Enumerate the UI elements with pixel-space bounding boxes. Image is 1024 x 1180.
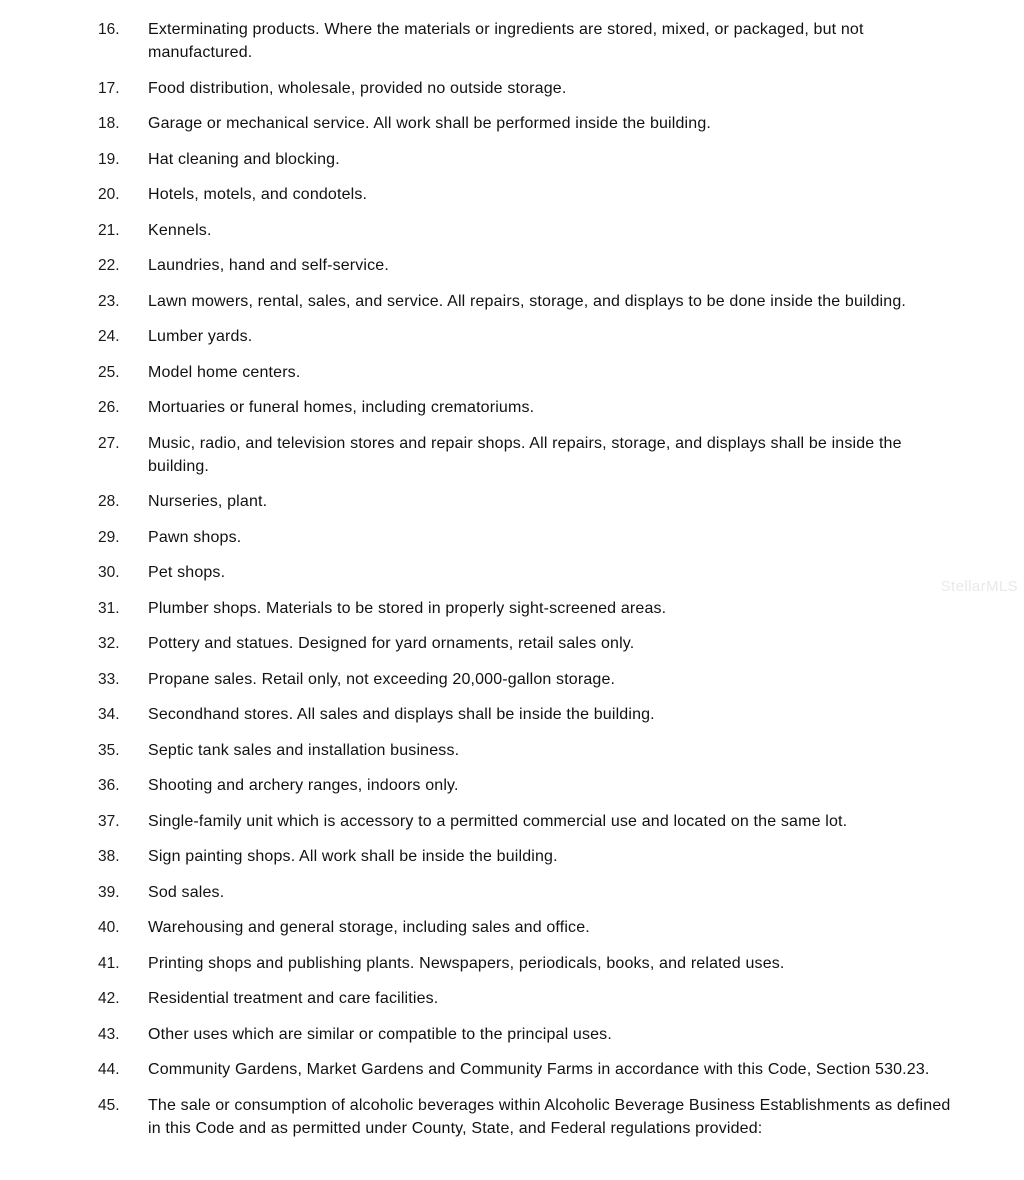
list-item-number: 22. — [98, 257, 120, 274]
list-item — [96, 361, 964, 384]
list-item — [96, 703, 964, 726]
list-item — [96, 668, 964, 691]
list-item-text: Other uses which are similar or compatible to the principal uses. — [148, 1025, 612, 1043]
list-item-text: Single-family unit which is accessory to a permitted commercial use and located on the same lot. — [148, 812, 848, 830]
list-item-number: 36. — [98, 777, 120, 794]
list-item-number: 23. — [98, 292, 120, 310]
list-item-text: Model home centers. — [148, 363, 301, 381]
list-item-text: Hotels, motels, and condotels. — [148, 186, 368, 203]
list-item — [96, 561, 964, 584]
list-item-text: Shooting and archery ranges, indoors only. — [148, 777, 459, 794]
list-item-text: Lumber yards. — [148, 328, 253, 345]
list-item-number: 32. — [98, 635, 120, 652]
list-item-number: 28. — [98, 493, 120, 510]
list-item — [96, 112, 964, 135]
list-item-number: 37. — [98, 812, 120, 830]
list-item-number: 41. — [98, 954, 120, 972]
watermark: StellarMLS — [940, 578, 1018, 595]
list-item — [96, 148, 964, 171]
list-item-text: Plumber shops. Materials to be stored in properly sight-screened areas. — [148, 599, 667, 617]
list-item — [96, 77, 964, 100]
list-item — [96, 987, 964, 1010]
list-item-number: 40. — [98, 919, 120, 936]
list-item-text: Pottery and statues. Designed for yard ornaments, retail sales only. — [148, 635, 635, 652]
list-item — [96, 739, 964, 762]
list-item-text: Mortuaries or funeral homes, including crematoriums. — [148, 399, 535, 416]
list-item-number: 34. — [98, 706, 120, 723]
list-item-text: Residential treatment and care facilities. — [148, 990, 439, 1007]
list-item-number: 16. — [98, 21, 120, 38]
list-item — [96, 254, 964, 277]
list-item-text: Hat cleaning and blocking. — [148, 150, 340, 168]
list-item-number: 20. — [98, 186, 120, 203]
list-item-text: The sale or consumption of alcoholic beverages within Alcoholic Beverage Business Establishments as defined in this Code and as permitted under County, State, and Federal regulations provided: — [148, 1096, 951, 1137]
list-item — [96, 183, 964, 206]
list-item-number: 43. — [98, 1025, 120, 1043]
list-item — [96, 1058, 964, 1081]
list-item-text: Community Gardens, Market Gardens and Community Farms in accordance with this Code, Section 530.23. — [148, 1061, 930, 1078]
list-item-text: Propane sales. Retail only, not exceeding 20,000-gallon storage. — [148, 670, 616, 688]
list-item — [96, 1094, 964, 1140]
list-item — [96, 219, 964, 242]
list-item — [96, 290, 964, 313]
list-item-text: Warehousing and general storage, including sales and office. — [148, 919, 590, 936]
list-item-text: Lawn mowers, rental, sales, and service. All repairs, storage, and displays to be done inside the building. — [148, 292, 906, 310]
list-item — [96, 881, 964, 904]
list-item — [96, 632, 964, 655]
list-item-number: 26. — [98, 399, 120, 416]
list-item-number: 27. — [98, 434, 120, 452]
list-item-number: 33. — [98, 670, 120, 688]
list-item-text: Laundries, hand and self-service. — [148, 257, 389, 274]
list-item-text: Food distribution, wholesale, provided no outside storage. — [148, 79, 567, 97]
list-item — [96, 325, 964, 348]
list-item-number: 39. — [98, 883, 120, 901]
list-item — [96, 597, 964, 620]
list-item — [96, 916, 964, 939]
list-item-text: Nurseries, plant. — [148, 493, 268, 510]
list-item — [96, 810, 964, 833]
list-item — [96, 952, 964, 975]
list-item-text: Garage or mechanical service. All work shall be performed inside the building. — [148, 115, 711, 132]
list-item — [96, 490, 964, 513]
list-item-number: 45. — [98, 1096, 120, 1114]
list-item-number: 38. — [98, 848, 120, 865]
permitted-uses-list — [96, 18, 964, 1140]
list-item-text: Sign painting shops. All work shall be inside the building. — [148, 848, 558, 865]
list-item — [96, 18, 964, 64]
list-item-text: Pet shops. — [148, 564, 226, 581]
list-item — [96, 774, 964, 797]
list-item-text: Printing shops and publishing plants. Newspapers, periodicals, books, and related uses. — [148, 954, 785, 972]
list-item-number: 35. — [98, 741, 120, 759]
list-item-number: 18. — [98, 115, 120, 132]
list-item-number: 42. — [98, 990, 120, 1007]
list-item — [96, 396, 964, 419]
list-item — [96, 1023, 964, 1046]
list-item — [96, 845, 964, 868]
list-item-text: Kennels. — [148, 221, 212, 239]
list-item-number: 21. — [98, 221, 120, 239]
list-item-number: 25. — [98, 363, 120, 381]
list-item-text: Secondhand stores. All sales and displays shall be inside the building. — [148, 706, 655, 723]
list-item-text: Septic tank sales and installation business. — [148, 741, 460, 759]
list-item-number: 31. — [98, 599, 120, 617]
list-item-number: 29. — [98, 528, 120, 546]
list-item-number: 17. — [98, 79, 120, 97]
list-item — [96, 432, 964, 478]
list-item-text: Exterminating products. Where the materials or ingredients are stored, mixed, or packaged, but not manufactured. — [148, 21, 864, 61]
list-item-text: Sod sales. — [148, 883, 225, 901]
list-item-number: 24. — [98, 328, 120, 345]
list-item — [96, 526, 964, 549]
list-item-number: 30. — [98, 564, 120, 581]
list-item-text: Pawn shops. — [148, 528, 242, 546]
list-item-number: 44. — [98, 1061, 120, 1078]
list-item-text: Music, radio, and television stores and repair shops. All repairs, storage, and displays shall be inside the building. — [148, 434, 902, 475]
list-item-number: 19. — [98, 150, 120, 168]
